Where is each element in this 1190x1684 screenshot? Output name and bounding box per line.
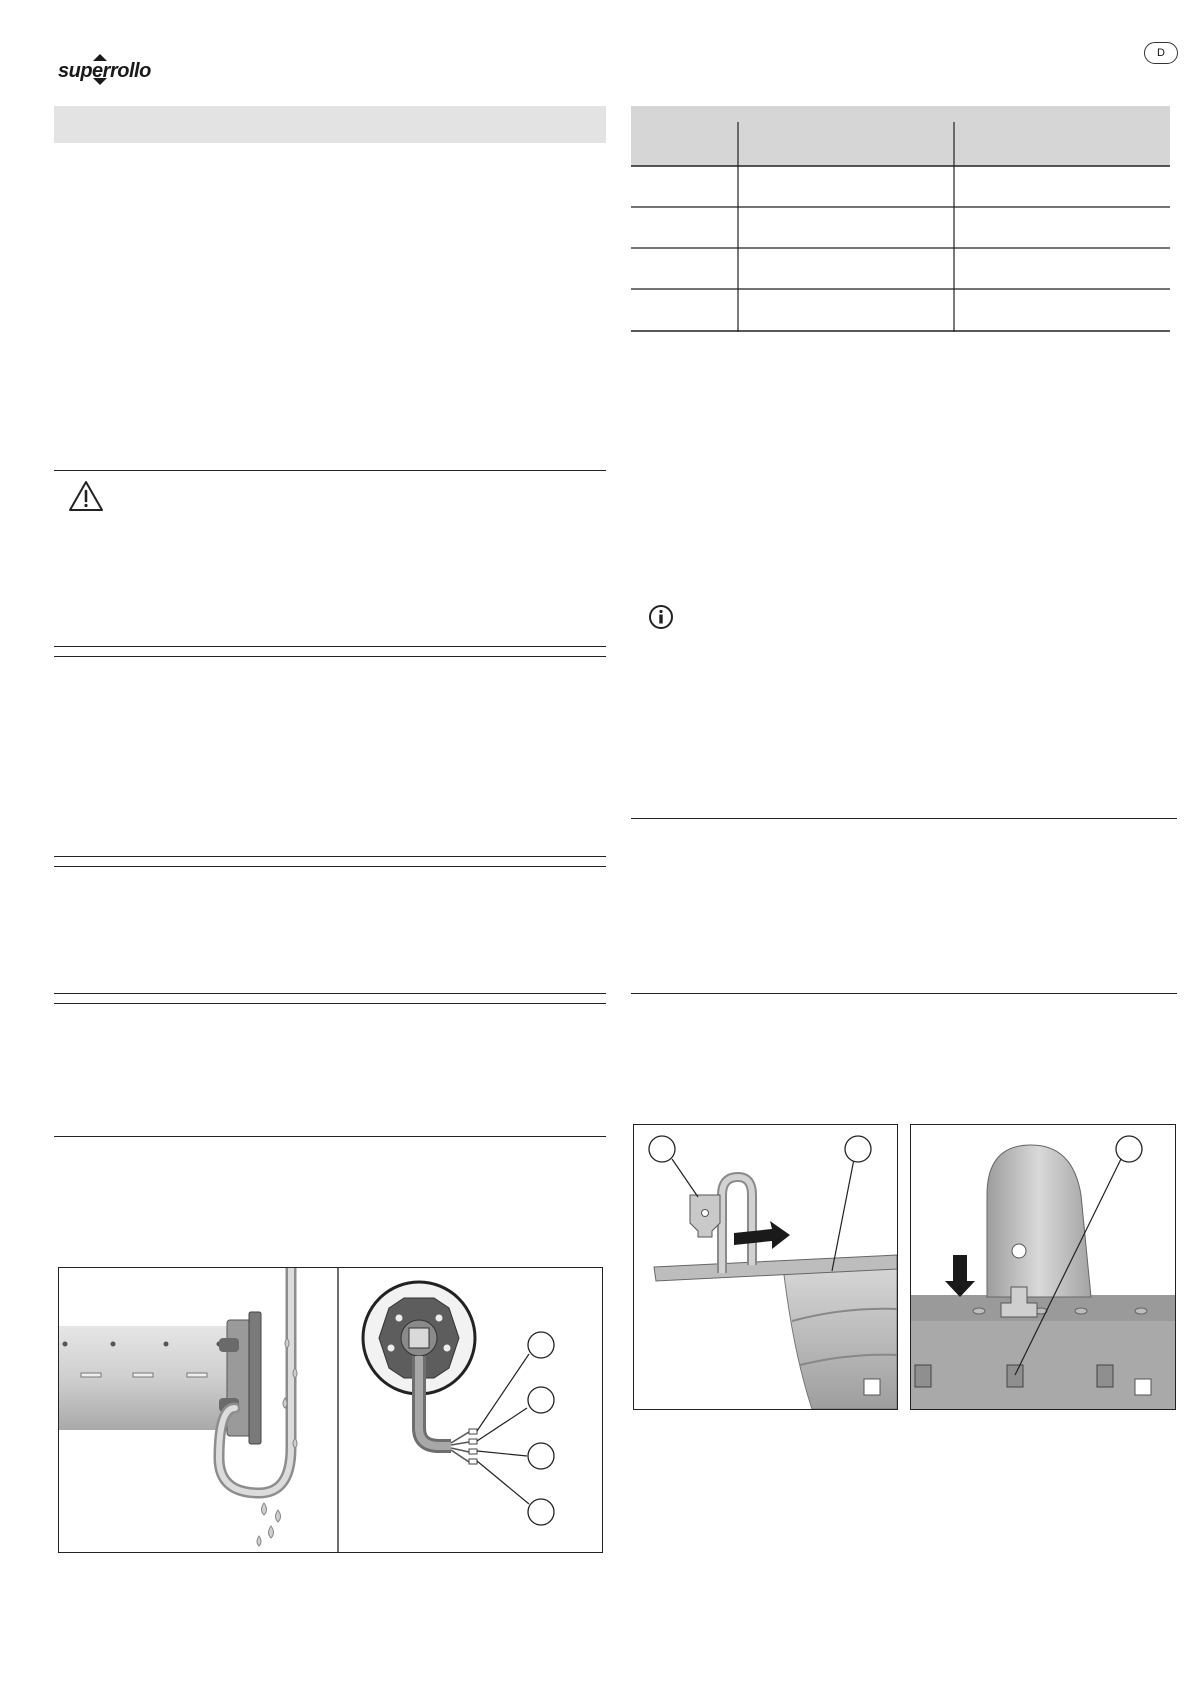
arrow-icon (945, 1255, 975, 1297)
info-circle-icon (648, 604, 674, 630)
figure-strap-mounting-step-1 (633, 1124, 898, 1410)
figure-strap-mounting-step-2 (910, 1124, 1176, 1410)
figure-motor-cable (58, 1267, 603, 1553)
warning-triangle-icon (68, 480, 104, 512)
table-header-row (631, 106, 1170, 166)
divider-rule (54, 1003, 606, 1004)
divider-rule (631, 818, 1177, 819)
logo-text: superrollo (58, 60, 151, 82)
divider-rule (54, 1136, 606, 1137)
brand-logo (58, 52, 151, 86)
divider-rule (54, 866, 606, 867)
divider-rule (54, 646, 606, 647)
warning-box-top-rule (54, 470, 606, 471)
arrow-icon (734, 1221, 790, 1249)
data-table (631, 106, 1170, 332)
divider-rule (631, 993, 1177, 994)
left-section-header (54, 106, 606, 143)
divider-rule (54, 993, 606, 994)
divider-rule (54, 656, 606, 657)
divider-rule (54, 856, 606, 857)
language-badge: D (1144, 42, 1178, 64)
